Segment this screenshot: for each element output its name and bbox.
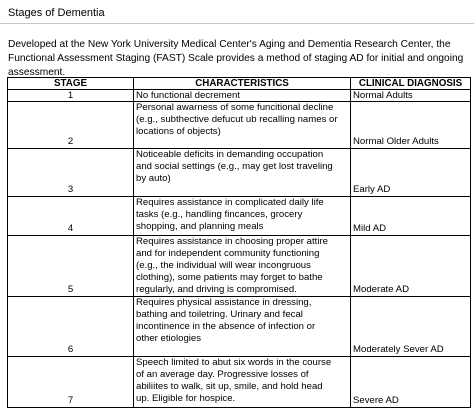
characteristics-line: shopping, and planning meals: [136, 221, 264, 232]
stage-cell: 6: [8, 297, 134, 357]
characteristics-line: tasks (e.g., handling fincances, grocery: [136, 209, 303, 220]
characteristics-line: and for independent community functioning: [136, 248, 320, 259]
page-title: Stages of Dementia: [8, 7, 105, 19]
characteristics-line: (e.g., the individual will wear incongruous: [136, 260, 311, 271]
table-body: [8, 90, 471, 408]
characteristics-line: (e.g., subthective defucut ub recalling names or: [136, 114, 338, 125]
clinical-diagnosis-cell: Mild AD: [351, 197, 471, 236]
fast-staging-table: [7, 77, 471, 408]
characteristics-line: incontinence in the absence of infection or: [136, 321, 316, 332]
characteristics-line: Requires physical assistance in dressing,: [136, 297, 312, 308]
clinical-diagnosis-cell: Moderately Sever AD: [351, 297, 471, 357]
characteristics-line: bathing and toiletring. Urinary and fecal: [136, 309, 303, 320]
table-row: [8, 357, 471, 408]
table-header-row: [8, 78, 471, 90]
header-characteristics: CHARACTERISTICS: [134, 78, 351, 90]
clinical-diagnosis-cell: Moderate AD: [351, 236, 471, 297]
header-stage: STAGE: [8, 78, 134, 90]
clinical-diagnosis-cell: Normal Adults: [351, 90, 471, 102]
table-row: [8, 197, 471, 236]
title-divider: [0, 23, 474, 24]
clinical-diagnosis-cell: Early AD: [351, 149, 471, 197]
characteristics-line: other etiologies: [136, 333, 202, 344]
header-clinical-diagnosis: CLINICAL DIAGNOSIS: [351, 78, 471, 90]
stage-cell: 7: [8, 357, 134, 408]
table-row: [8, 102, 471, 149]
stage-cell: 3: [8, 149, 134, 197]
characteristics-line: and social settings (e.g., may get lost traveling: [136, 161, 333, 172]
characteristics-line: abiliites to walk, sit up, smile, and hold head: [136, 381, 323, 392]
characteristics-cell: [134, 236, 351, 297]
characteristics-cell: [134, 90, 351, 102]
stage-cell: 5: [8, 236, 134, 297]
intro-paragraph: Developed at the New York University Medical Center's Aging and Dementia Research Center, the Functional Assessment Staging (FAST) Scale provides a method of staging AD for initial and ongoing assessment.: [8, 39, 464, 78]
characteristics-line: by auto): [136, 173, 171, 184]
clinical-diagnosis-cell: Normal Older Adults: [351, 102, 471, 149]
characteristics-line: Noticeable deficits in demanding occupation: [136, 149, 324, 160]
characteristics-line: Requires assistance in choosing proper attire: [136, 236, 328, 247]
stage-cell: 4: [8, 197, 134, 236]
characteristics-cell: [134, 357, 351, 408]
stage-cell: 2: [8, 102, 134, 149]
table-row: [8, 236, 471, 297]
characteristics-cell: [134, 197, 351, 236]
characteristics-line: regularly, and driving is compromised.: [136, 284, 297, 295]
characteristics-line: Requires assistance in complicated daily life: [136, 197, 324, 208]
stage-cell: 1: [8, 90, 134, 102]
characteristics-cell: [134, 297, 351, 357]
characteristics-line: of an average day. Progressive losses of: [136, 369, 309, 380]
characteristics-cell: [134, 149, 351, 197]
clinical-diagnosis-cell: Severe AD: [351, 357, 471, 408]
table-row: [8, 149, 471, 197]
table-row: [8, 297, 471, 357]
table-row: [8, 90, 471, 102]
characteristics-cell: [134, 102, 351, 149]
characteristics-line: Speech limited to abut six words in the course: [136, 357, 332, 368]
characteristics-line: Personal awarness of some funcitional decline: [136, 102, 334, 113]
characteristics-line: locations of objects): [136, 126, 221, 137]
characteristics-line: clothing), some patients may forget to bathe: [136, 272, 323, 283]
characteristics-line: No functional decrement: [136, 90, 240, 101]
characteristics-line: up. Eligible for hospice.: [136, 393, 236, 404]
